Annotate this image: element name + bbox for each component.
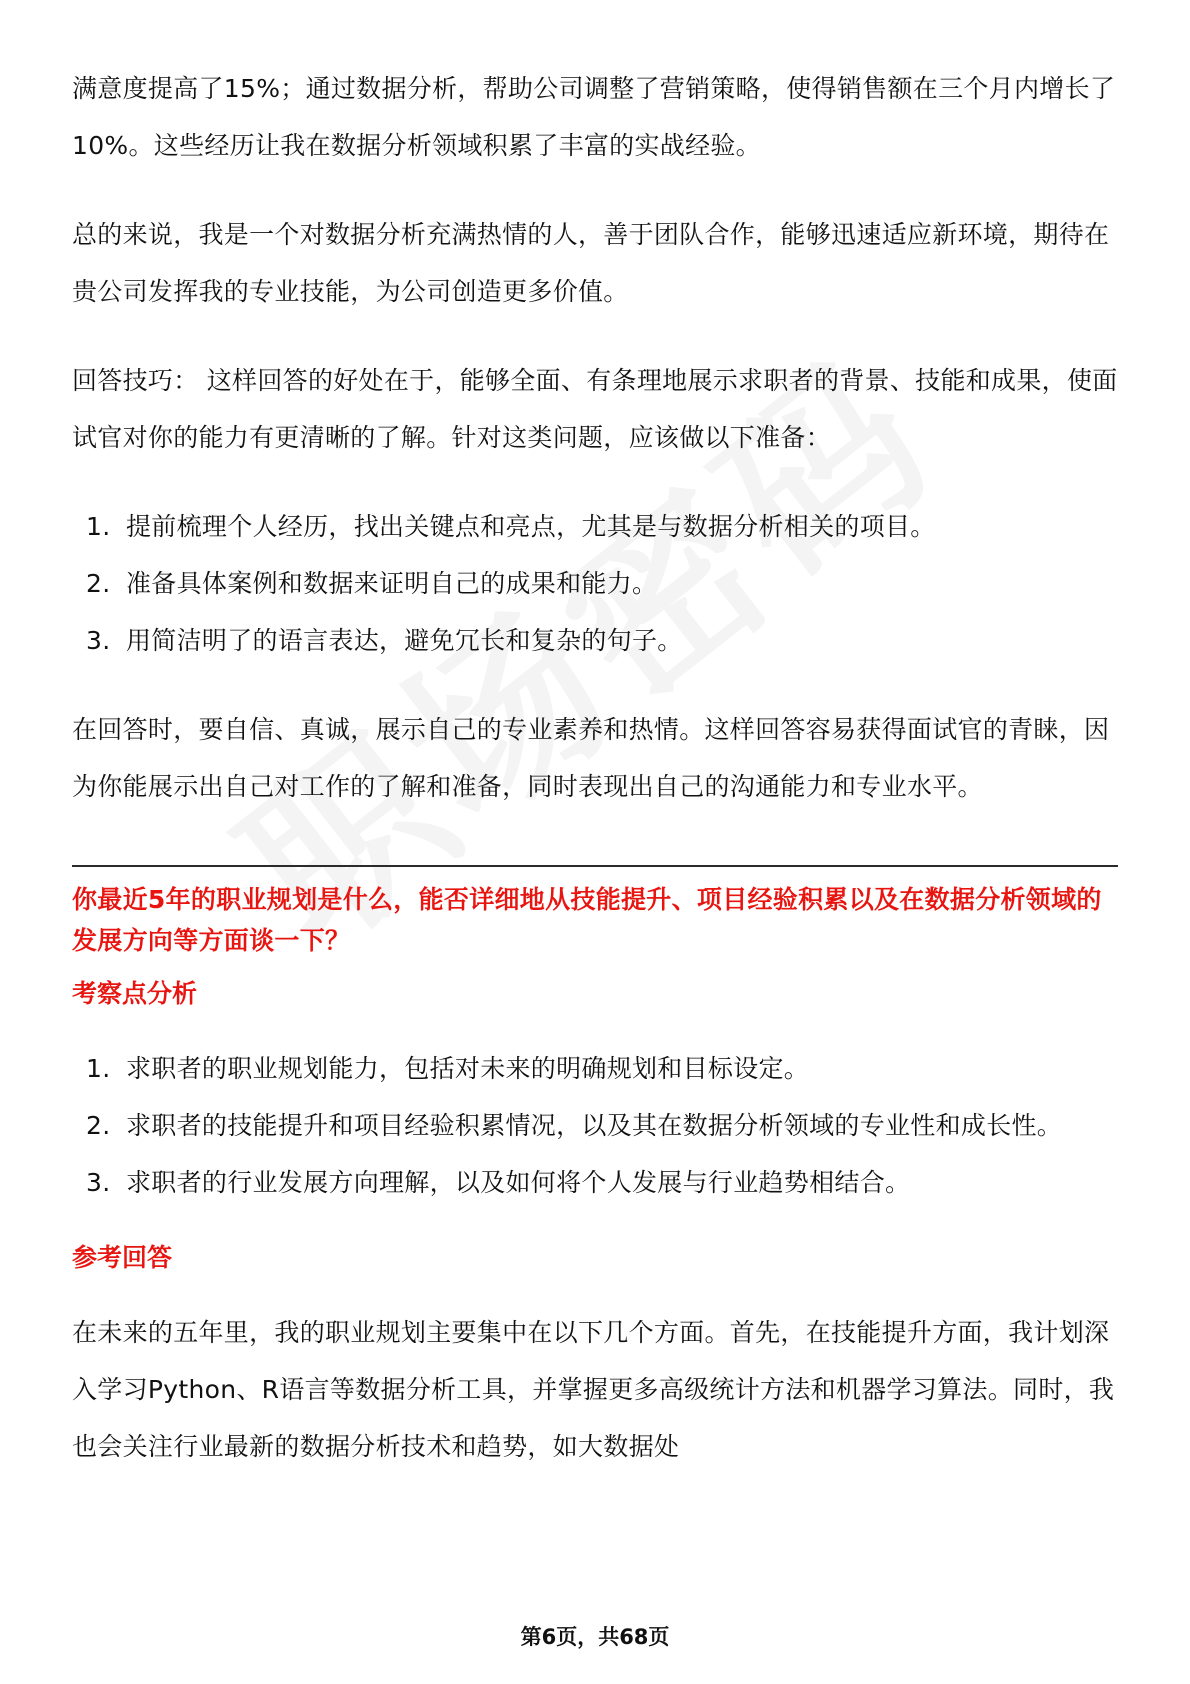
paragraph-answer-advice: 在回答时，要自信、真诚，展示自己的专业素养和热情。这样回答容易获得面试官的青睐，因为你能展示出自己对工作的了解和准备，同时表现出自己的沟通能力和专业水平。 [72,715,1110,801]
question-title: 你最近5年的职业规划是什么，能否详细地从技能提升、项目经验积累以及在数据分析领域的发展方向等方面谈一下？ [72,885,1102,955]
page-number: 第6页，共68页 [520,1625,670,1649]
prep-list [72,498,1118,669]
answer-heading: 参考回答 [72,1243,173,1272]
document-page [72,60,1118,1475]
list-item: 2. 求职者的技能提升和项目经验积累情况，以及其在数据分析领域的专业性和成长性。 [86,1111,1063,1140]
paragraph-reference-answer: 在未来的五年里，我的职业规划主要集中在以下几个方面。首先，在技能提升方面，我计划深入学习Python、R语言等数据分析工具，并掌握更多高级统计方法和机器学习算法。同时，我也会关注行业最新的数据分析技术和趋势，如大数据处 [72,1318,1115,1461]
analysis-heading: 考察点分析 [72,979,198,1008]
paragraph-experience-result: 满意度提高了15%；通过数据分析，帮助公司调整了营销策略，使得销售额在三个月内增长了10%。这些经历让我在数据分析领域积累了丰富的实战经验。 [72,74,1116,160]
list-item: 2. 准备具体案例和数据来证明自己的成果和能力。 [86,569,658,598]
list-item: 1. 提前梳理个人经历，找出关键点和亮点，尤其是与数据分析相关的项目。 [86,512,936,541]
analysis-list [72,1040,1118,1211]
paragraph-summary: 总的来说，我是一个对数据分析充满热情的人，善于团队合作，能够迅速适应新环境，期待在贵公司发挥我的专业技能，为公司创造更多价值。 [72,220,1110,306]
list-item: 3. 用简洁明了的语言表达，避免冗长和复杂的句子。 [86,626,683,655]
list-item: 1. 求职者的职业规划能力，包括对未来的明确规划和目标设定。 [86,1054,810,1083]
paragraph-answer-tips: 回答技巧： 这样回答的好处在于，能够全面、有条理地展示求职者的背景、技能和成果，使面试官对你的能力有更清晰的了解。针对这类问题，应该做以下准备： [72,366,1118,452]
list-item: 3. 求职者的行业发展方向理解，以及如何将个人发展与行业趋势相结合。 [86,1168,911,1197]
